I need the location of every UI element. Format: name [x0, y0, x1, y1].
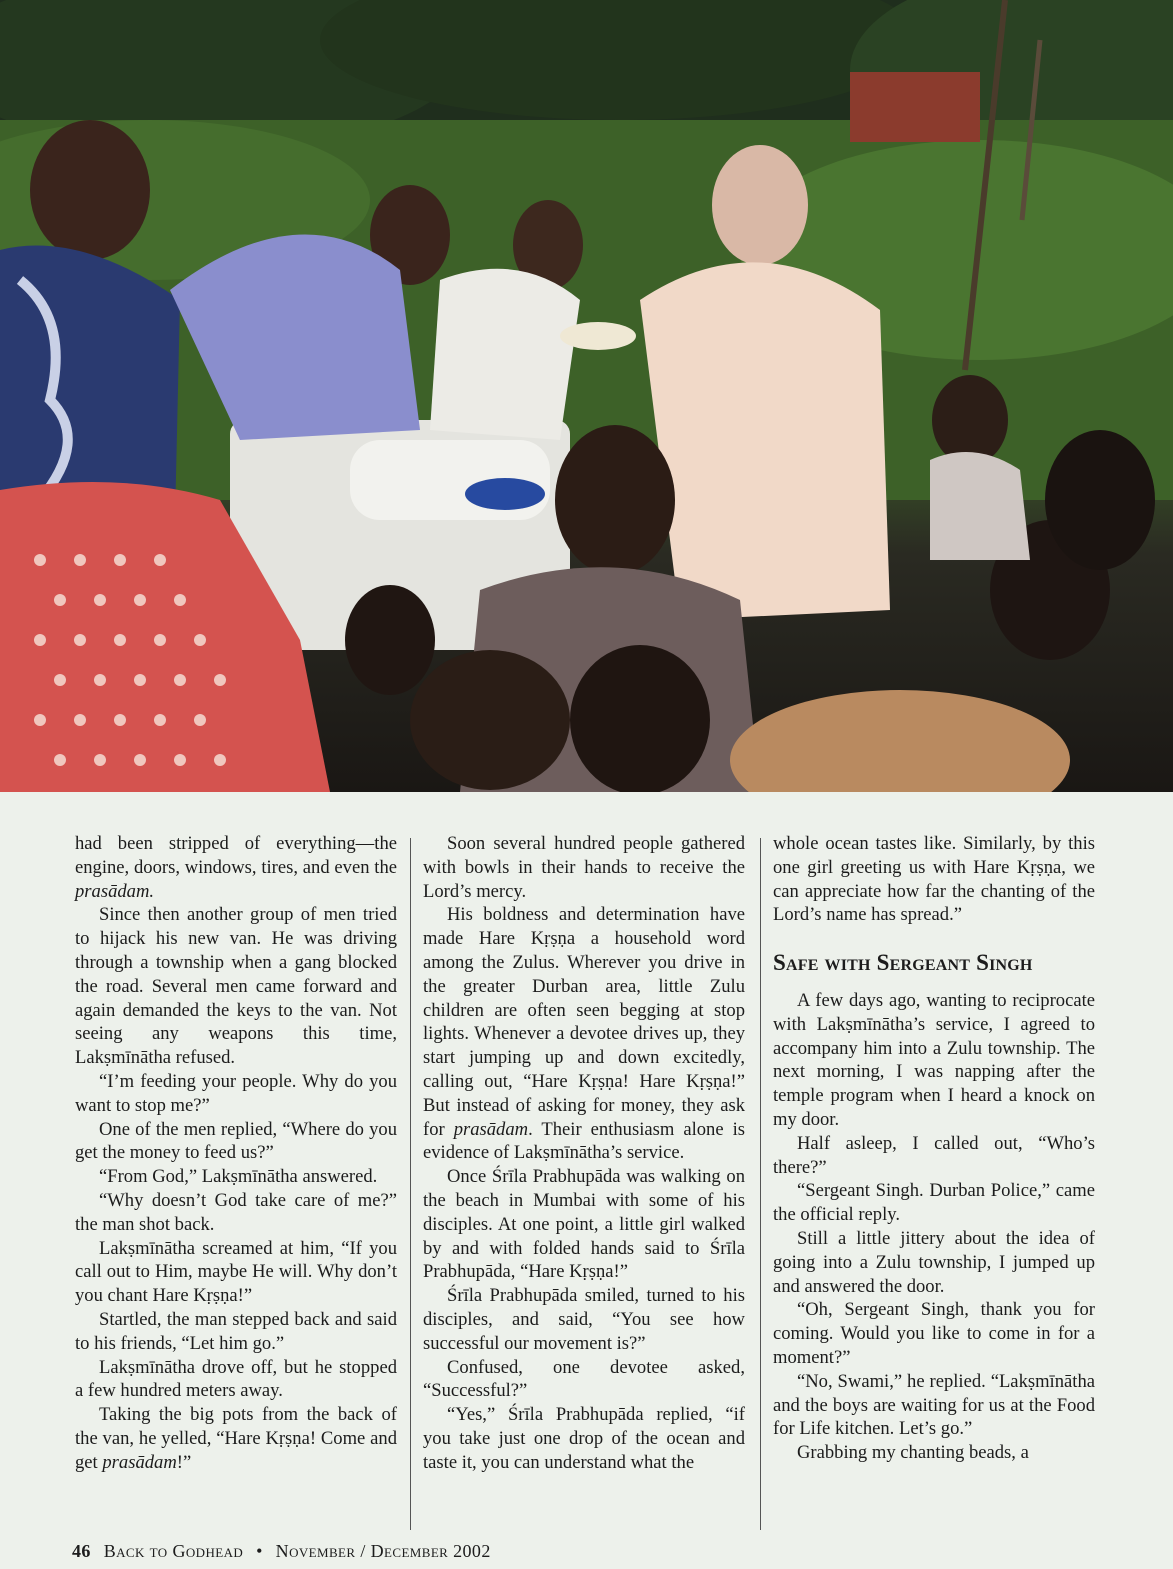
- column-rule-2: [760, 838, 761, 1530]
- section-subhead: Safe with Sergeant Singh: [773, 950, 1033, 976]
- italic-term: prasādam.: [75, 880, 155, 902]
- paragraph: “I’m feeding your people. Why do you want to stop me?”: [75, 1070, 397, 1116]
- italic-term: prasādam: [453, 1118, 529, 1140]
- paragraph: Śrīla Prabhupāda smiled, turned to his disciples, and said, “You see how successful our movement is?”: [423, 1285, 745, 1354]
- paragraph: Once Śrīla Prabhupāda was walking on the beach in Mumbai with some of his disciples. At one point, a little girl walked by and with folded hands said to Śrīla Prabhupāda, “Hare Kṛṣṇa!”: [423, 1166, 745, 1283]
- footer-separator: •: [256, 1541, 263, 1561]
- paragraph: A few days ago, wanting to reciprocate with Lakṣmīnātha’s service, I agreed to accompany him into a Zulu township. The next morning, I was napping after the temple program when I heard a knock on my door.: [773, 989, 1095, 1130]
- paragraph: Soon several hundred people gathered with bowls in their hands to receive the Lord’s mercy.: [423, 833, 745, 902]
- paragraph: “Yes,” Śrīla Prabhupāda replied, “if you take just one drop of the ocean and taste it, you can understand what the: [423, 1404, 745, 1473]
- article-column-3: [773, 832, 1095, 1465]
- paragraph: Still a little jittery about the idea of going into a Zulu township, I jumped up and answered the door.: [773, 1227, 1095, 1297]
- article-column-3-top: [773, 832, 1095, 927]
- paragraph: Startled, the man stepped back and said to his friends, “Let him go.”: [75, 1308, 397, 1354]
- paragraph: “Oh, Sergeant Singh, thank you for coming. Would you like to come in for a moment?”: [773, 1299, 1095, 1368]
- magazine-title: Back to Godhead: [103, 1541, 244, 1561]
- paragraph: “From God,” Lakṣmīnātha answered.: [99, 1166, 378, 1188]
- article-column-1: [75, 832, 397, 1475]
- paragraph: Grabbing my chanting beads, a: [797, 1442, 1029, 1464]
- page-number: 46: [72, 1541, 91, 1561]
- paragraph: whole ocean tastes like. Similarly, by this one girl greeting us with Hare Kṛṣṇa, we can appreciate how far the chanting of the Lord’s name has spread.”: [773, 833, 1095, 926]
- paragraph: Lakṣmīnātha drove off, but he stopped a few hundred meters away.: [75, 1356, 397, 1402]
- paragraph: “No, Swami,” he replied. “Lakṣmīnātha and the boys are waiting for us at the Food for Life kitchen. Let’s go.”: [773, 1370, 1095, 1440]
- paragraph: Lakṣmīnātha screamed at him, “If you call out to Him, maybe He will. Why don’t you chant Hare Kṛṣṇa!”: [75, 1237, 397, 1307]
- paragraph: His boldness and determination have made Hare Kṛṣṇa a household word among the Zulus. Wherever you drive in the greater Durban area, little Zulu children are often seen begging at stop lights. Whenever a devotee drives up, they start jumping up and down excitedly, calling out, “Hare Kṛṣṇa! Hare Kṛṣṇa!” But instead of asking for money, they ask for prasādam. Their enthusiasm alone is evidence of Lakṣmīnātha’s service.: [423, 904, 745, 1164]
- paragraph: had been stripped of everything—the engine, doors, windows, tires, and even the prasādam.: [75, 833, 397, 902]
- article-column-2: [423, 832, 745, 1475]
- paragraph: Taking the big pots from the back of the van, he yelled, “Hare Kṛṣṇa! Come and get prasādam!”: [75, 1404, 397, 1473]
- column-rule-1: [410, 838, 411, 1530]
- paragraph: “Sergeant Singh. Durban Police,” came the official reply.: [773, 1180, 1095, 1226]
- paragraph: Half asleep, I called out, “Who’s there?”: [773, 1132, 1095, 1178]
- paragraph: “Why doesn’t God take care of me?” the man shot back.: [75, 1189, 397, 1235]
- article-column-3-bottom: [773, 989, 1095, 1465]
- italic-term: prasādam: [102, 1451, 177, 1473]
- paragraph: Since then another group of men tried to hijack his new van. He was driving through a township when a gang blocked the road. Several men came forward and again demanded the keys to the van. Not seeing any weapons this time, Lakṣmīnātha refused.: [75, 904, 397, 1069]
- paragraph: One of the men replied, “Where do you get the money to feed us?”: [75, 1118, 397, 1164]
- page-footer: [72, 1541, 491, 1562]
- paragraph: Confused, one devotee asked, “Successful?”: [423, 1356, 745, 1402]
- issue-date: November / December 2002: [275, 1541, 491, 1561]
